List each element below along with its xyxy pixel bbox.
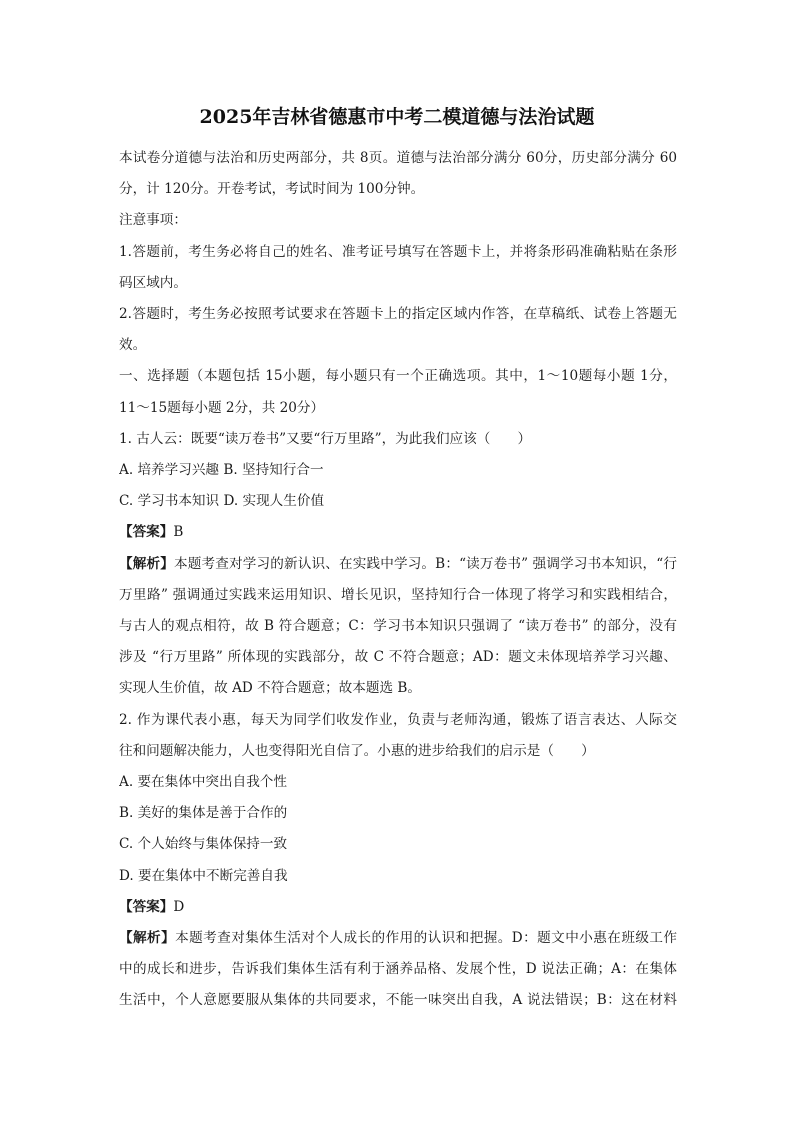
analysis-line [119, 923, 677, 954]
text-line [119, 143, 677, 174]
text-line [119, 237, 677, 268]
line-text: D. 要在集体中不断完善自我 [119, 867, 288, 884]
answer-line [119, 892, 677, 923]
answer-line [119, 517, 677, 548]
document-body [119, 143, 677, 1017]
text-line [119, 299, 677, 330]
line-text: 1.答题前，考生务必将自己的姓名、准考证号填写在答题卡上，并将条形码准确粘贴在条形 [119, 243, 677, 260]
line-text: C. 学习书本知识 D. 实现人生价值 [119, 493, 325, 510]
line-text: A. 培养学习兴趣 B. 坚持知行合一 [119, 462, 324, 479]
text-line [119, 673, 677, 704]
text-line [119, 580, 677, 611]
line-text: 本题考查对集体生活对个人成长的作用的认识和把握。D：题文中小惠在班级工作 [175, 930, 677, 947]
text-line [119, 642, 677, 673]
text-line [119, 861, 677, 892]
text-line [119, 954, 677, 985]
line-text: A. 要在集体中突出自我个性 [119, 774, 287, 791]
line-text: 往和问题解决能力，人也变得阳光自信了。小惠的进步给我们的启示是（ ） [119, 742, 595, 759]
line-text: 与古人的观点相符，故 B 符合题意；C：学习书本知识只强调了 “读万卷书” 的部分，没有 [119, 618, 677, 635]
label-tag: 【解析】 [119, 930, 176, 947]
label-tag: 【答案】 [119, 898, 174, 915]
text-line [119, 611, 677, 642]
line-text: 本题考查对学习的新认识、在实践中学习。B：“读万卷书” 强调学习书本知识，“行 [174, 555, 677, 572]
line-text: 码区域内。 [119, 274, 187, 291]
text-line [119, 174, 677, 205]
line-text: D [173, 898, 185, 915]
line-text: 中的成长和进步，告诉我们集体生活有利于涵养品格、发展个性，D 说法正确；A：在集体 [119, 961, 677, 978]
text-line [119, 330, 677, 361]
text-line [119, 268, 677, 299]
line-text: 11～15题每小题 2分，共 20分） [119, 399, 325, 416]
line-text: 一、选择题（本题包括 15小题，每小题只有一个正确选项。其中，1～10题每小题 1分， [119, 368, 677, 385]
label-tag: 【答案】 [119, 524, 174, 541]
line-text: 1. 古人云：既要“读万卷书”又要“行万里路”，为此我们应该（ ） [119, 430, 532, 447]
line-text: 万里路” 强调通过实践来运用知识、增长见识，坚持知行合一体现了将学习和实践相结合， [119, 586, 677, 603]
text-line [119, 829, 677, 860]
analysis-line [119, 549, 677, 580]
text-line [119, 393, 677, 424]
line-text: 注意事项： [119, 212, 187, 229]
line-text: 2.答题时，考生务必按照考试要求在答题卡上的指定区域内作答，在草稿纸、试卷上答题无 [119, 306, 677, 323]
text-line [119, 455, 677, 486]
line-text: 效。 [119, 337, 147, 354]
line-text: 生活中，个人意愿要服从集体的共同要求，不能一味突出自我，A 说法错误；B：这在材料 [119, 992, 677, 1009]
line-text: 2. 作为课代表小惠，每天为同学们收发作业，负责与老师沟通，锻炼了语言表达、人际交 [119, 711, 677, 728]
line-text: 本试卷分道德与法治和历史两部分，共 8页。道德与法治部分满分 60分，历史部分满分 60 [119, 150, 677, 166]
line-text: B. 美好的集体是善于合作的 [119, 805, 288, 822]
text-line [119, 767, 677, 798]
line-text: 分，计 120分。开卷考试，考试时间为 100分钟。 [119, 181, 425, 198]
line-text: B [173, 524, 184, 541]
text-line [119, 985, 677, 1016]
text-line [119, 205, 677, 236]
text-line [119, 424, 677, 455]
text-line [119, 361, 677, 392]
text-line [119, 486, 677, 517]
text-line [119, 798, 677, 829]
line-text: 实现人生价值，故 AD 不符合题意；故本题选 B。 [119, 680, 421, 697]
line-text: C. 个人始终与集体保持一致 [119, 836, 288, 853]
document-title: 2025年吉林省德惠市中考二模道德与法治试题 [199, 106, 595, 128]
line-text: 涉及 “行万里路” 所体现的实践部分，故 C 不符合题意；AD：题文未体现培养学习兴趣、 [119, 649, 677, 666]
text-line [119, 736, 677, 767]
label-tag: 【解析】 [119, 555, 174, 572]
text-line [119, 705, 677, 736]
